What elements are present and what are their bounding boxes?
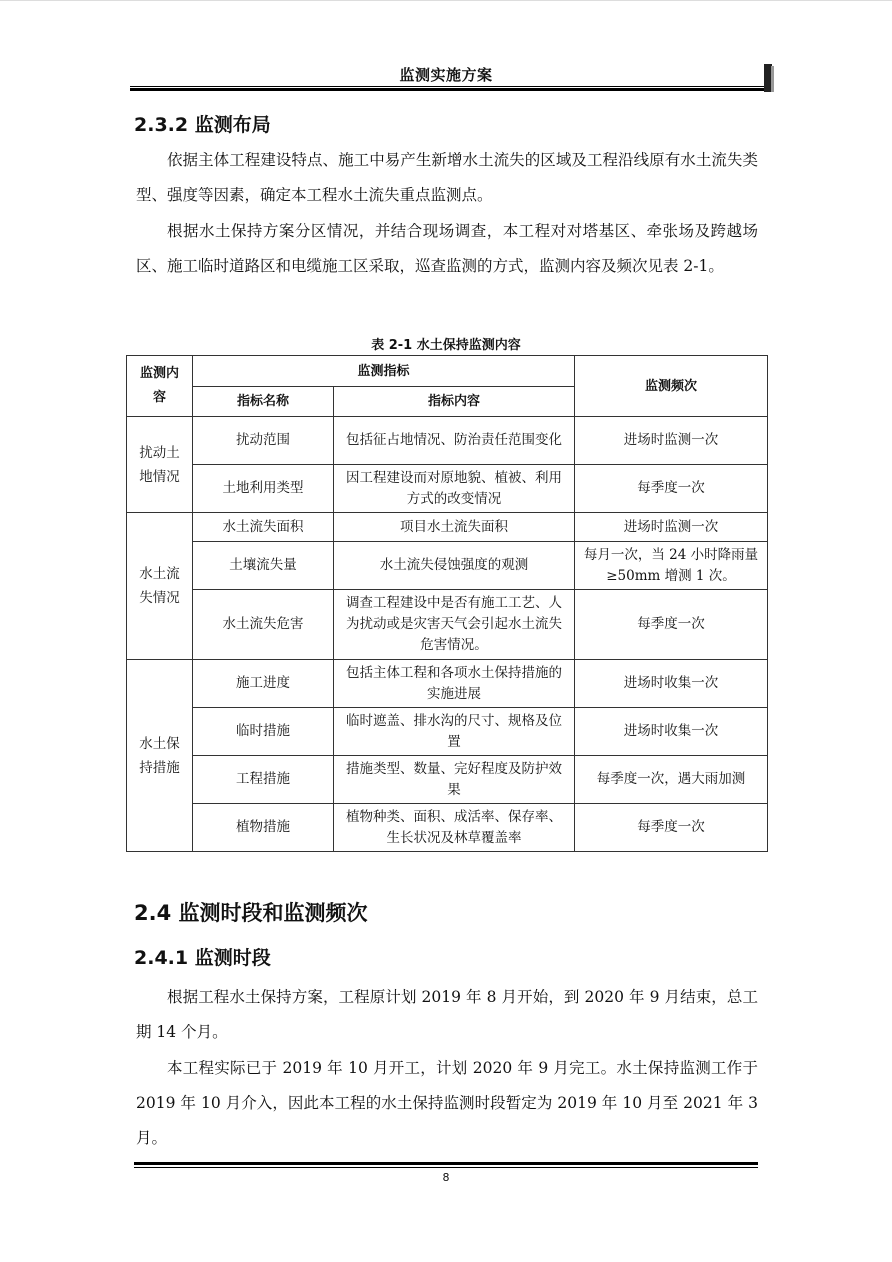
category-cell: 扰动土地情况 bbox=[127, 417, 193, 513]
frequency-cell: 进场时监测一次 bbox=[575, 513, 768, 542]
running-header-title: 监测实施方案 bbox=[399, 66, 493, 84]
table-row bbox=[127, 804, 768, 852]
paragraph: 本工程实际已于 2019 年 10 月开工，计划 2020 年 9 月完工。水土保持监测工作于 2019 年 10 月介入，因此本工程的水土保持监测时段暂定为 2019 年 10 月至 2021 年 3 月。 bbox=[136, 1059, 758, 1147]
indicator-content-cell: 项目水土流失面积 bbox=[334, 513, 575, 542]
indicator-content-cell: 水土流失侵蚀强度的观测 bbox=[334, 542, 575, 590]
header-monitoring-content: 监测内容 bbox=[127, 356, 193, 417]
frequency-cell: 每季度一次 bbox=[575, 590, 768, 660]
indicator-name-cell: 工程措施 bbox=[193, 756, 334, 804]
paragraph: 依据主体工程建设特点、施工中易产生新增水土流失的区域及工程沿线原有水土流失类型、强度等因素，确定本工程水土流失重点监测点。 bbox=[136, 151, 758, 204]
indicator-content-cell: 植物种类、面积、成活率、保存率、生长状况及林草覆盖率 bbox=[334, 804, 575, 852]
header-indicator-content: 指标内容 bbox=[334, 387, 575, 417]
table-row bbox=[127, 542, 768, 590]
indicator-name-cell: 施工进度 bbox=[193, 660, 334, 708]
indicator-name-cell: 土壤流失量 bbox=[193, 542, 334, 590]
table-row bbox=[127, 756, 768, 804]
frequency-cell: 每月一次，当 24 小时降雨量≥50mm 增测 1 次。 bbox=[575, 542, 768, 590]
frequency-cell: 进场时监测一次 bbox=[575, 417, 768, 465]
frequency-cell: 进场时收集一次 bbox=[575, 660, 768, 708]
monitoring-content-table bbox=[126, 355, 768, 852]
category-cell: 水土保持措施 bbox=[127, 660, 193, 852]
indicator-content-cell: 临时遮盖、排水沟的尺寸、规格及位置 bbox=[334, 708, 575, 756]
frequency-cell: 每季度一次 bbox=[575, 804, 768, 852]
table-row bbox=[127, 660, 768, 708]
indicator-name-cell: 植物措施 bbox=[193, 804, 334, 852]
indicator-content-cell: 包括征占地情况、防治责任范围变化 bbox=[334, 417, 575, 465]
frequency-cell: 每季度一次 bbox=[575, 465, 768, 513]
paragraph: 根据工程水土保持方案，工程原计划 2019 年 8 月开始，到 2020 年 9 月结束，总工期 14 个月。 bbox=[136, 988, 758, 1041]
footer-rule-thick bbox=[134, 1162, 758, 1165]
indicator-content-cell: 措施类型、数量、完好程度及防护效果 bbox=[334, 756, 575, 804]
indicator-name-cell: 水土流失危害 bbox=[193, 590, 334, 660]
table-caption: 表 2-1 水土保持监测内容 bbox=[371, 338, 521, 353]
paragraph: 根据水土保持方案分区情况，并结合现场调查，本工程对对塔基区、牵张场及跨越场区、施工临时道路区和电缆施工区采取，巡查监测的方式，监测内容及频次见表 2-1。 bbox=[136, 222, 758, 275]
section-heading-2-4-1: 2.4.1 监测时段 bbox=[134, 947, 271, 969]
indicator-name-cell: 土地利用类型 bbox=[193, 465, 334, 513]
category-cell: 水土流失情况 bbox=[127, 513, 193, 660]
indicator-content-cell: 包括主体工程和各项水土保持措施的实施进展 bbox=[334, 660, 575, 708]
page-top-border bbox=[0, 0, 892, 1]
header-monitoring-frequency: 监测频次 bbox=[575, 356, 768, 417]
frequency-cell: 每季度一次，遇大雨加测 bbox=[575, 756, 768, 804]
frequency-cell: 进场时收集一次 bbox=[575, 708, 768, 756]
header-corner-shadow bbox=[771, 66, 774, 92]
header-indicator-name: 指标名称 bbox=[193, 387, 334, 417]
table-row bbox=[127, 708, 768, 756]
indicator-name-cell: 水土流失面积 bbox=[193, 513, 334, 542]
header-monitoring-indicators: 监测指标 bbox=[193, 356, 575, 387]
indicator-name-cell: 临时措施 bbox=[193, 708, 334, 756]
section-heading-2-4: 2.4 监测时段和监测频次 bbox=[134, 901, 368, 925]
section-heading-2-3-2: 2.3.2 监测布局 bbox=[134, 114, 271, 136]
table-row bbox=[127, 590, 768, 660]
table-row bbox=[127, 513, 768, 542]
table-row bbox=[127, 465, 768, 513]
table-row bbox=[127, 417, 768, 465]
header-rule-thick bbox=[130, 88, 764, 91]
indicator-content-cell: 因工程建设而对原地貌、植被、利用方式的改变情况 bbox=[334, 465, 575, 513]
indicator-content-cell: 调查工程建设中是否有施工工艺、人为扰动或是灾害天气会引起水土流失危害情况。 bbox=[334, 590, 575, 660]
page-number: 8 bbox=[442, 1171, 450, 1184]
footer-rule bbox=[134, 1167, 758, 1168]
header-rule bbox=[130, 86, 764, 87]
indicator-name-cell: 扰动范围 bbox=[193, 417, 334, 465]
